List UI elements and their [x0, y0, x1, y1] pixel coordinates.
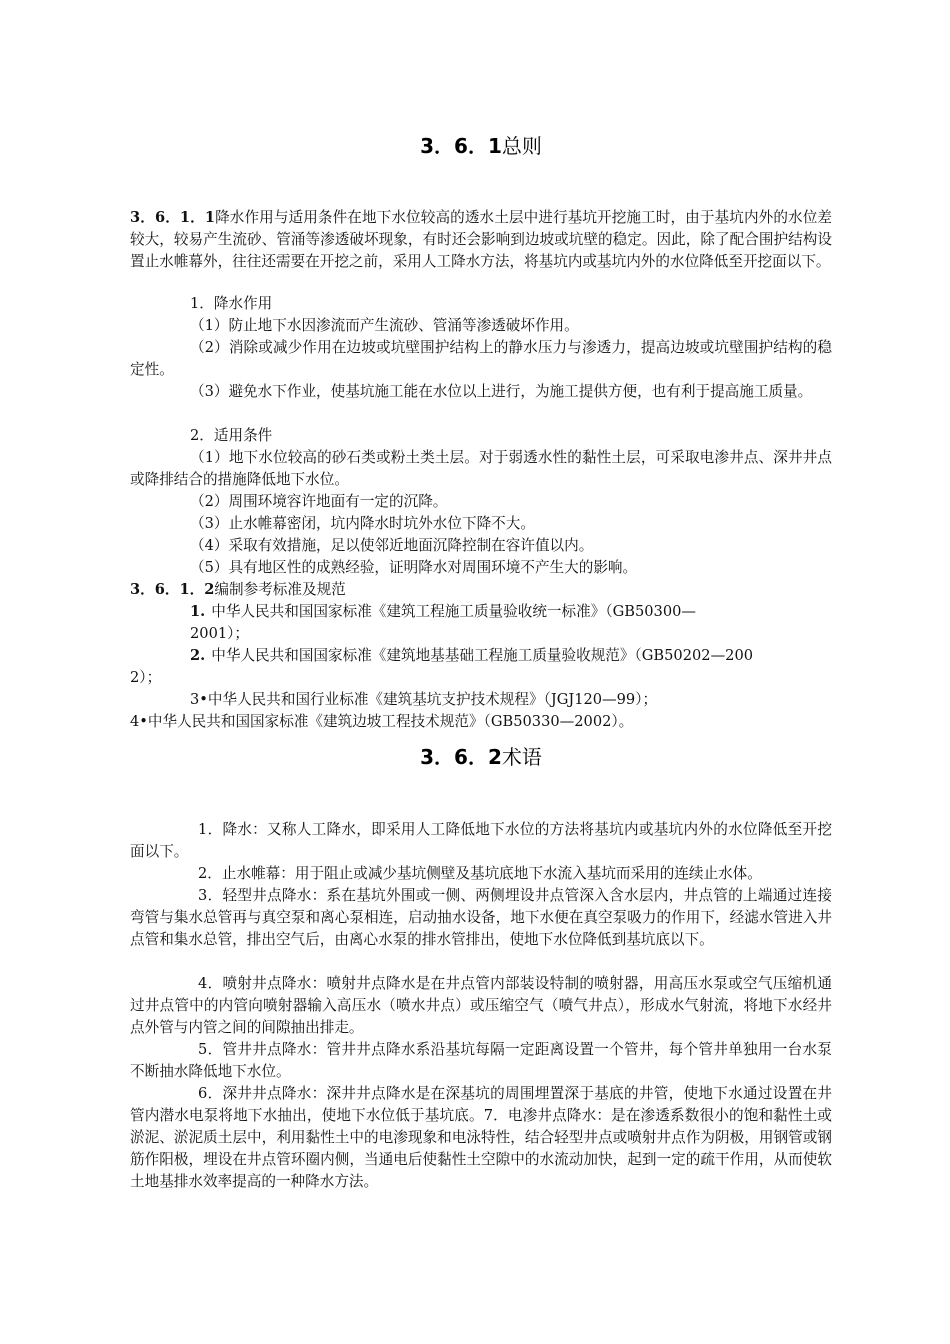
reference-item-2: 2. 中华人民共和国国家标准《建筑地基基础工程施工质量验收规范》（GB50202—200	[190, 647, 754, 664]
section-heading-terms	[130, 743, 832, 771]
reference-item-1: 1. 中华人民共和国国家标准《建筑工程施工质量验收统一标准》（GB50300—	[190, 603, 696, 620]
term-jet-wellpoint: 4．喷射井点降水：喷射井点降水是在井点管内部装设特制的喷射器，用高压水泵或空气压缩机通过井点管中的内管向喷射器输入高压水（喷水井点）或压缩空气（喷气井点），形成水气射流，将地下水经井点外管与内管之间的间隙抽出排走。	[130, 975, 832, 1036]
section-number: 3．6．1	[420, 134, 502, 158]
term-tube-well: 5．管井井点降水：管井井点降水系沿基坑每隔一定距离设置一个管井，每个管井单独用一台水泵不断抽水降低地下水位。	[130, 1041, 832, 1080]
term-dewatering: 1．降水：又称人工降水，即采用人工降低地下水位的方法将基坑内或基坑内外的水位降低至开挖面以下。	[130, 821, 832, 860]
list-item-condition-5: （5）具有地区性的成熟经验，证明降水对周围环境不产生大的影响。	[190, 559, 638, 576]
subheading-conditions: 2．适用条件	[190, 427, 273, 444]
term-light-wellpoint: 3．轻型井点降水：系在基坑外围或一侧、两侧埋设井点管深入含水层内，井点管的上端通过连接弯管与集水总管再与真空泵和离心泵相连，启动抽水设备，地下水便在真空泵吸力的作用下，经滤水管进入井点管和集水总管，排出空气后，由离心水泵的排水管排出，使地下水位降低到基坑底以下。	[130, 887, 832, 948]
clause-number: 3．6．1．2	[130, 581, 215, 598]
list-item-condition-1: （1）地下水位较高的砂石类或粉土类土层。对于弱透水性的黏性土层，可采取电渗井点、深井井点或降排结合的措施降低地下水位。	[130, 449, 832, 488]
paragraph-dewatering-intro: 3．6．1．1降水作用与适用条件在地下水位较高的透水土层中进行基坑开挖施工时，由于基坑内外的水位差较大，较易产生流砂、管涌等渗透破坏现象，有时还会影响到边坡或坑壁的稳定。因此，除了配合围护结构设置止水帷幕外，往往还需要在开挖之前，采用人工降水方法，将基坑内或基坑内外的水位降低至开挖面以下。	[130, 209, 832, 270]
section-title: 总则	[501, 134, 542, 158]
reference-item-4: 4•中华人民共和国国家标准《建筑边坡工程技术规范》（GB50330—2002）。	[130, 713, 634, 730]
subheading-dewatering-function: 1．降水作用	[190, 295, 273, 312]
section-title: 术语	[501, 745, 542, 769]
list-item-function-1: （1）防止地下水因渗流而产生流砂、管涌等渗透破坏作用。	[190, 317, 579, 334]
paragraph-references-heading: 3．6．1．2编制参考标准及规范	[130, 581, 346, 598]
term-deep-well-electroosmosis: 6．深井井点降水：深井井点降水是在深基坑的周围埋置深于基底的井管，使地下水通过设置在井管内潜水电泵将地下水抽出，使地下水位低于基坑底。7．电渗井点降水：是在渗透系数很小的饱和黏性土或淤泥、淤泥质土层中，利用黏性土中的电渗现象和电泳特性，结合轻型井点或喷射井点作为阴极，用钢管或钢筋作阳极，埋设在井点管环圈内侧，当通电后使黏性土空隙中的水流动加快，起到一定的疏干作用，从而使软土地基排水效率提高的一种降水方法。	[130, 1085, 832, 1190]
reference-item-1-cont: 2001）；	[190, 625, 250, 642]
section-number: 3．6．2	[420, 745, 502, 769]
list-item-condition-2: （2）周围环境容许地面有一定的沉降。	[190, 493, 448, 510]
list-item-function-2: （2）消除或减少作用在边坡或坑壁围护结构上的静水压力与渗透力，提高边坡或坑壁围护结构的稳定性。	[130, 339, 832, 378]
reference-item-2-cont: 2）；	[130, 669, 162, 686]
reference-item-3: 3•中华人民共和国行业标准《建筑基坑支护技术规程》（JGJ120—99）；	[190, 691, 658, 708]
list-item-condition-3: （3）止水帷幕密闭，坑内降水时坑外水位下降不大。	[190, 515, 535, 532]
section-heading-general	[130, 132, 832, 160]
term-water-curtain: 2．止水帷幕：用于阻止或减少基坑侧壁及基坑底地下水流入基坑而采用的连续止水体。	[198, 865, 762, 882]
list-item-condition-4: （4）采取有效措施，足以使邻近地面沉降控制在容许值以内。	[190, 537, 594, 554]
list-item-function-3: （3）避免水下作业，使基坑施工能在水位以上进行，为施工提供方便，也有利于提高施工质量。	[190, 383, 813, 400]
clause-number: 3．6．1．1	[130, 209, 215, 226]
